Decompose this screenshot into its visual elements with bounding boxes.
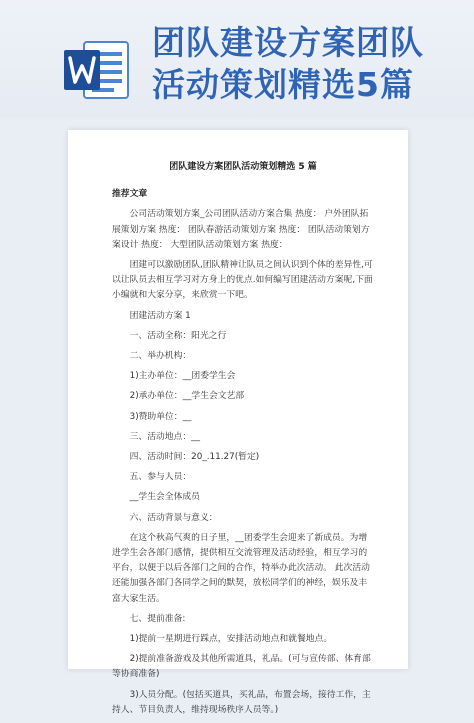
paragraph-participants-heading: 五、参与人员：: [129, 472, 192, 483]
paragraph-prep-1: 1)提前一星期进行踩点，安排活动地点和就餐地点。: [129, 634, 333, 645]
paragraph-background: 在这个秋高气爽的日子里，__团委学生会迎来了新成员。为增进学生会各部门感情，提供相互交流管理及活动经验，相互学习的平台，以便于以后各部门之间的合作，特举办此次活动。 此次活动还能加强各部门各同学之间的默契，放松同学们的神经，娱乐及丰富大家生活。: [112, 532, 370, 604]
paragraph-prep-2: 2)提前准备游戏及其他所需道具，礼品。(可与宣传部、体育部等协商准备): [112, 654, 371, 680]
paragraph-sponsor: 3)赞助单位：__: [129, 411, 192, 422]
paragraph-plan-heading: 团建活动方案 1: [129, 310, 191, 321]
paragraph-host: 1)主办单位：__团委学生会: [129, 371, 236, 382]
paragraph-preparation-heading: 七、提前准备:: [129, 613, 186, 624]
document-page: [68, 130, 408, 715]
paragraph-organizer: 2)承办单位：__学生会文艺部: [129, 391, 245, 402]
banner-title-line-2: 活动策划精选5篇: [152, 65, 414, 104]
banner-title: [152, 22, 462, 106]
paragraph-intro: 团建可以激励团队,团队精神让队员之间认识到个体的差异性,可以让队员去相互学习对方身上的优点.如何编写团建活动方案呢,下面小编就和大家分享，来欣赏一下吧。: [112, 260, 373, 301]
section-label: 推荐文章: [112, 189, 148, 200]
paragraph-participants: __学生会全体成员: [129, 492, 200, 503]
paragraph-location: 三、活动地点：__: [129, 431, 200, 442]
paragraph-related-articles: 公司活动策划方案_公司团队活动方案合集 热度： 户外团队拓展策划方案 热度： 团队春游活动策划方案 热度： 团队活动策划方案设计 热度： 大型团队活动策划方案 热度：: [112, 209, 370, 250]
document-content: [112, 160, 374, 723]
paragraph-prep-3: 3)人员分配。(包括买道具，买礼品，布置会场，接待工作，主持人、节目负责人，维持现场秩序人员等。): [112, 689, 371, 715]
document-title: 团队建设方案团队活动策划精选 5 篇: [169, 162, 317, 172]
banner-title-line-1: 团队建设方案团队: [152, 23, 424, 62]
paragraph-organizers: 二、举办机构：: [129, 351, 192, 362]
paragraph-activity-name: 一、活动全称：阳光之行: [129, 330, 227, 341]
paragraph-background-heading: 六、活动背景与意义：: [129, 512, 218, 523]
header-banner: [0, 0, 474, 118]
paragraph-time: 四、活动时间：20_.11.27(暂定): [129, 452, 260, 463]
word-document-icon: [62, 38, 132, 102]
